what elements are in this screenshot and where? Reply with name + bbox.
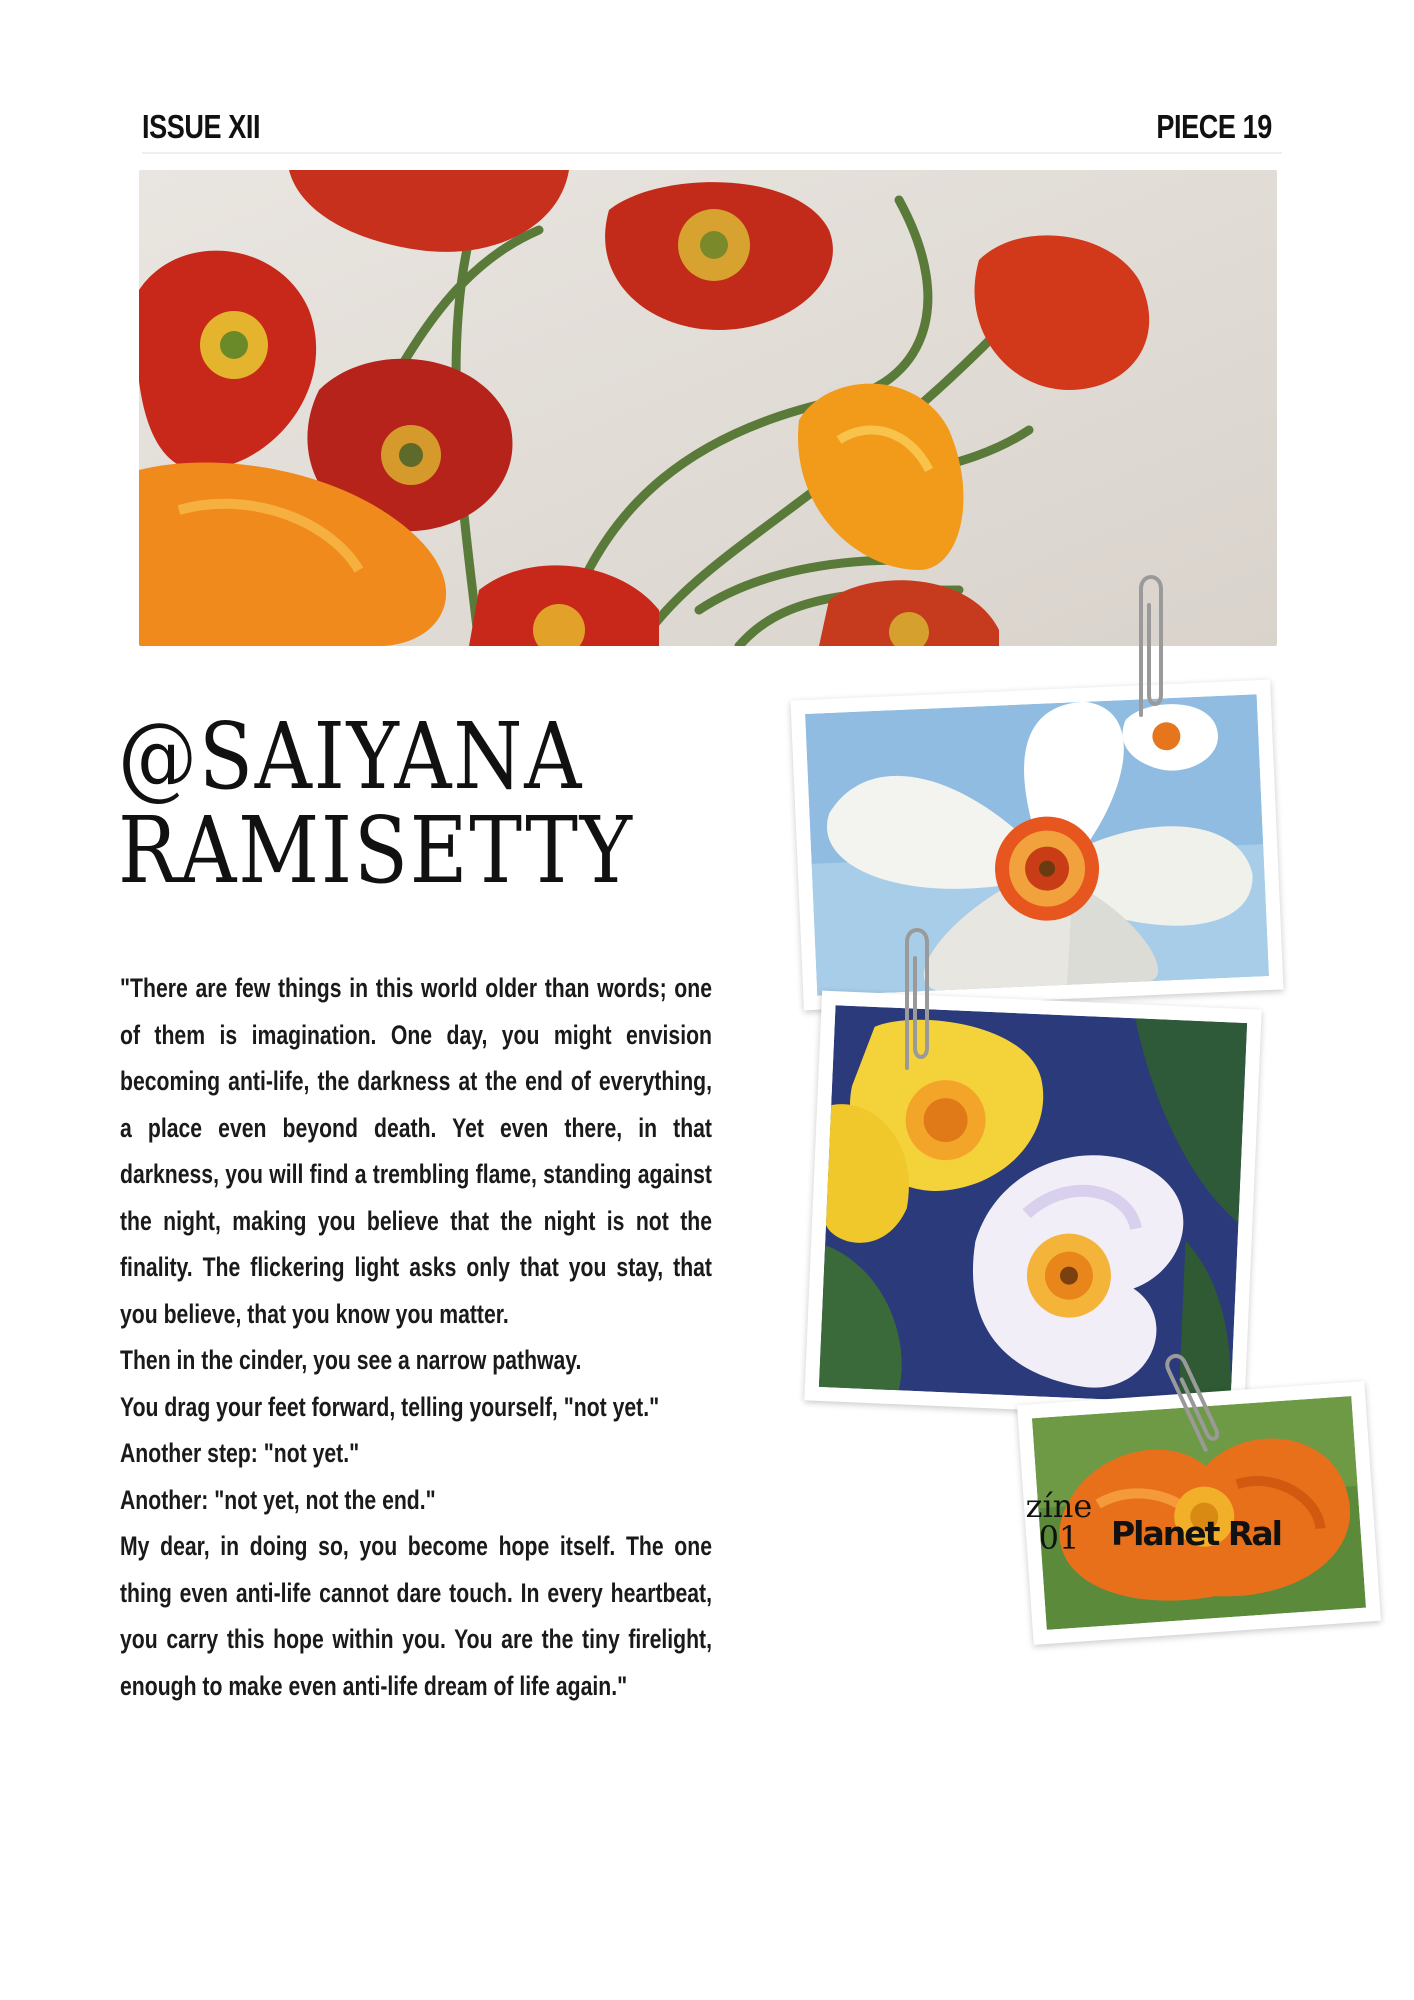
header-rule — [142, 152, 1282, 154]
yellow-white-daffodils-photo — [804, 991, 1261, 1420]
zine-number: 01 — [1038, 1519, 1080, 1557]
paragraph: Then in the cinder, you see a narrow pathway. — [120, 1345, 582, 1375]
paragraph: Another: "not yet, not the end." — [120, 1484, 436, 1515]
title-line-2: RAMISETTY — [118, 797, 634, 904]
zine-mark — [1014, 1487, 1104, 1557]
paragraph: Another step: "not yet." — [120, 1438, 360, 1468]
zine-word: zíne — [1025, 1487, 1093, 1525]
white-daffodil-photo — [790, 680, 1283, 1011]
issue-label: ISSUE XII — [142, 108, 261, 145]
paragraph: My dear, in doing so, you become hope itself. The one thing even anti-life cannot dare touch. In every heartbeat, you carry this hope within you. You are the tiny firelight, enough to make even anti-life dream of life again." — [120, 1531, 712, 1701]
poem-body — [120, 965, 712, 1709]
author-title — [118, 703, 634, 904]
zine-logo — [1014, 1487, 1284, 1570]
paragraph: You drag your feet forward, telling yourself, "not yet." — [120, 1391, 660, 1422]
brand-name: Planet Ral — [1111, 1514, 1281, 1553]
hero-poppies-image — [139, 170, 1277, 646]
paperclip-icon — [893, 918, 933, 1078]
piece-label: PIECE 19 — [1156, 108, 1272, 145]
paragraph: "There are few things in this world older than words; one of them is imagination. One day, you might envision becoming anti-life, the darkness at the end of everything, a place even beyond death. Yet even there, in that darkness, you will find a trembling flame, standing against the night, making you believe that the night is not the finality. The flickering light asks only that you stay, that you believe, that you know you matter. — [120, 973, 712, 1329]
paperclip-icon — [1127, 565, 1167, 725]
title-line-1: @SAIYANA — [118, 703, 584, 810]
